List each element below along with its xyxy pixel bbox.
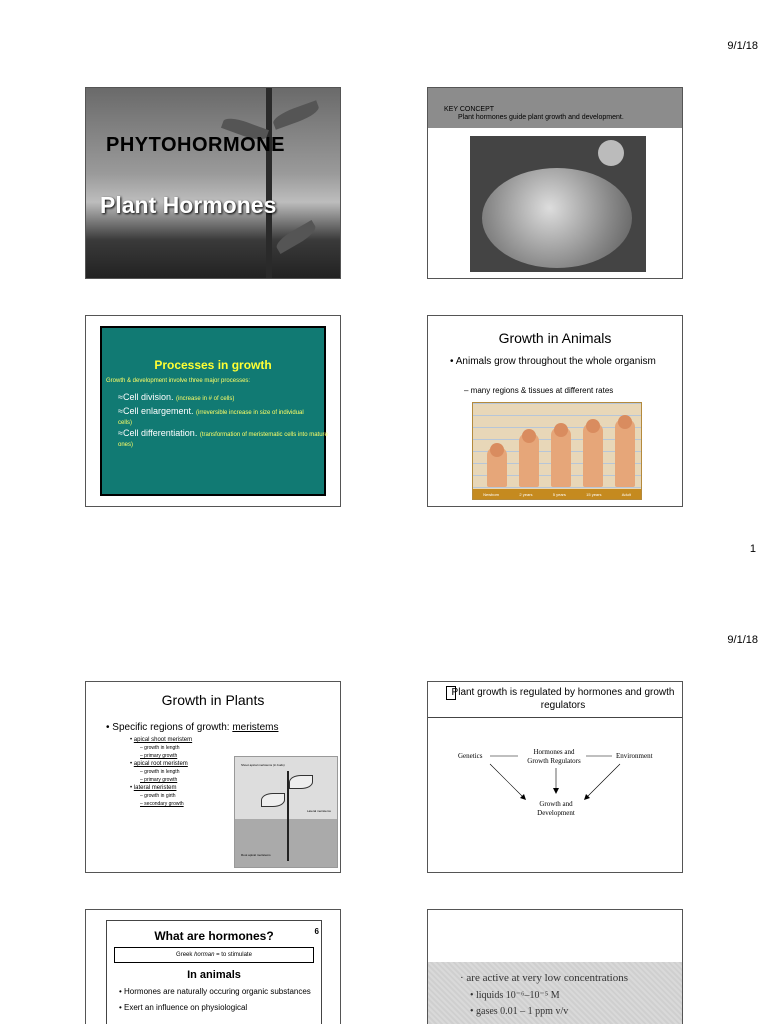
bullet-label: Animals grow throughout the whole organism [455,356,656,367]
meristems-term: meristems [232,722,279,733]
growth-label-1: Growth and [539,800,573,808]
figure-head [554,423,568,437]
human-growth-figure [472,402,642,500]
slide-processes-in-growth [85,315,341,507]
hormones-frame [106,920,322,1024]
age-label: 15 years [586,491,602,497]
concentration-line: • liquids 10⁻⁶–10⁻⁵ M [470,990,560,1001]
figure-person [615,419,635,487]
process-label: ≈Cell differentiation. [118,428,198,438]
bullet-text: • Hormones are naturally occuring organic substances [119,987,311,996]
meristem-detail: – primary growth [140,753,178,759]
diagram-leaf [289,775,313,789]
process-note: (transformation of meristematic cells into mature ones) [118,432,328,448]
greek-definition [114,947,314,963]
greek-word: horman [194,952,215,958]
giant-pumpkin-photo [470,136,646,272]
slide-number: 6 [314,927,319,936]
slide-growth-in-plants [85,681,341,873]
slide-intro: Growth & development involve three major processes: [106,378,251,384]
page-date: 9/1/18 [727,40,758,52]
age-labels [473,489,641,499]
plant-stem-image [266,88,272,279]
placeholder-box-icon [446,686,456,700]
leaf-image [273,220,318,254]
process-label: ≈Cell enlargement. [118,406,194,416]
slide-header [428,682,682,718]
meristem-group: • apical shoot meristem [130,737,193,743]
key-concept-label: KEY CONCEPT [444,106,495,113]
slide-title: PHYTOHORMONE [106,134,285,156]
regulation-diagram [428,718,683,873]
bullet-text: • Specific regions of growth: meristems [106,722,279,733]
key-concept-bar [428,88,682,128]
figure-head [618,415,632,429]
slide-title: What are hormones? [154,929,274,943]
age-label: Newborn [483,491,500,497]
bullet-label: Specific regions of growth: [112,722,230,733]
greek-suffix: = to stimulate [214,952,252,958]
arrow-line [490,764,524,798]
environment-label: Environment [616,752,653,760]
concentration-line: · are active at very low concentrations [460,972,628,984]
meristem-list [130,736,192,808]
slide-growth-in-animals [427,315,683,507]
meristem-group: • apical root meristem [130,761,188,767]
key-concept-statement: Plant hormones guide plant growth and development. [458,114,624,121]
meristem-name: lateral meristem [133,785,177,791]
arrow-head [553,788,559,794]
age-label: Adult [621,491,631,497]
section-heading: In animals [187,969,241,981]
age-label: 5 years [552,491,566,497]
green-panel [100,326,326,496]
pumpkin-image [482,168,632,268]
age-label: 2 years [519,491,533,497]
leaf-image [271,100,321,130]
slide-hormone-concentrations [427,909,683,1024]
process-item [118,406,318,426]
hormones-label-2: Growth Regulators [527,757,581,765]
process-note: (irreversible increase in size of individual cells) [118,410,304,426]
hormones-label-1: Hormones and [533,748,575,756]
page-number: 1 [749,543,756,555]
person-image [598,140,624,166]
slide-subtitle: Plant Hormones [100,192,277,218]
process-label: ≈Cell division. [118,392,174,402]
concentration-line: • gases 0.01 – 1 ppm v/v [470,1006,569,1017]
figure-head [522,429,536,443]
greek-prefix: Greek [176,952,195,958]
diagram-leaf [261,793,285,807]
slide-key-concept [427,87,683,279]
slide-title: Plant growth is regulated by hormones and growth regulators [451,687,675,711]
sub-bullet: – many regions & tissues at different rates [464,386,614,395]
slide-title: Growth in Animals [498,330,612,346]
bullet-text: • Exert an influence on physiological [119,1003,248,1012]
figure-label: Lateral meristems [307,809,331,813]
bullet-text: • Animals grow throughout the whole organism [450,356,656,367]
growth-label-2: Development [537,809,575,817]
process-note: (increase in # of cells) [175,396,235,402]
meristem-detail: – growth in length [140,769,180,775]
soil-area [235,819,337,867]
meristem-name: apical root meristem [133,761,188,767]
meristem-detail: – growth in length [140,745,180,751]
figure-head [586,419,600,433]
figure-head [490,443,504,457]
slide-title: Processes in growth [154,358,272,372]
figure-label: Root apical meristems [241,853,271,857]
figure-label: Shoot apical meristems (in buds) [241,763,285,767]
meristem-detail: – primary growth [140,777,178,783]
plant-diagram [234,756,338,868]
genetics-label: Genetics [458,752,483,760]
process-item [118,392,234,402]
meristem-group: • lateral meristem [130,785,177,791]
arrow-line [586,764,620,798]
slide-title: Growth in Plants [161,692,265,708]
meristem-detail: – secondary growth [140,801,184,807]
page-date: 9/1/18 [727,634,758,646]
slide-growth-regulation [427,681,683,873]
meristem-name: apical shoot meristem [133,737,193,743]
slide-phytohormone [85,87,341,279]
meristem-detail: – growth in girth [140,793,176,799]
slide-what-are-hormones [85,909,341,1024]
process-item [118,428,328,448]
